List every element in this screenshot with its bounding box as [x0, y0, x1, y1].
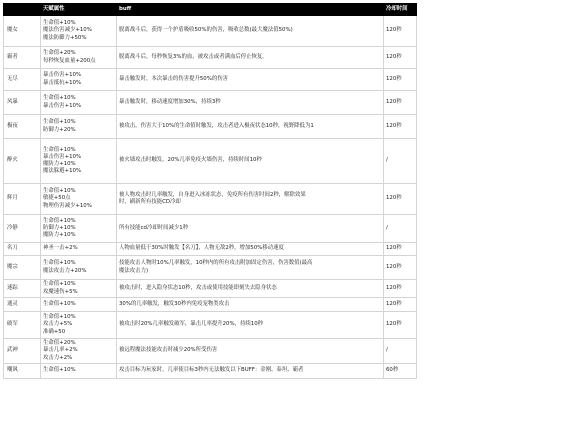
attribute-line: 物理伤害减少+10% — [43, 202, 92, 209]
attribute-line: 暴击伤害+10% — [43, 102, 82, 109]
attribute-line: 防御力+10% — [43, 224, 76, 231]
talent-name: 冷静 — [4, 215, 41, 243]
talent-attributes — [41, 184, 117, 215]
talent-attributes — [41, 312, 117, 339]
talent-buff — [117, 115, 384, 139]
talent-cooldown: 120秒 — [384, 91, 417, 115]
header-attributes: 天赋属性 — [41, 4, 117, 16]
attribute-line: 攻魔速伤+5% — [43, 288, 78, 295]
talent-attributes — [41, 16, 117, 47]
attribute-line: 生命值+20% — [43, 50, 76, 57]
table-row — [4, 47, 417, 69]
talent-name: 嘲讽 — [4, 364, 41, 379]
talent-cooldown: 120秒 — [384, 256, 417, 280]
talent-cooldown: 120秒 — [384, 184, 417, 215]
talent-attributes — [41, 91, 117, 115]
attribute-line: 暴击抵抗+10% — [43, 79, 82, 86]
talent-cooldown: 120秒 — [384, 312, 417, 339]
attribute-line: 防御力+20% — [43, 126, 76, 133]
talent-buff — [117, 339, 384, 364]
talent-buff — [117, 280, 384, 298]
talent-buff — [117, 47, 384, 69]
attribute-line: 魔防力+10% — [43, 161, 76, 167]
talent-cooldown: 120秒 — [384, 47, 417, 69]
buff-line: 魔法攻击力) — [119, 267, 149, 274]
attribute-line: 生命值+10% — [43, 217, 76, 224]
buff-line: 被人物攻击时几率触发，自身进入冰冻状态，免疫所有伤害时间2秒，解除效果 — [119, 191, 306, 198]
table-row — [4, 312, 417, 339]
talent-name: 辉月 — [4, 184, 41, 215]
talent-cooldown: 120秒 — [384, 115, 417, 139]
talent-cooldown: 60秒 — [384, 364, 417, 379]
attribute-line: 生命值+10% — [43, 20, 76, 27]
talent-name: 极夜 — [4, 115, 41, 139]
attribute-line: 生命值+10% — [43, 119, 76, 126]
talent-cooldown: 120秒 — [384, 298, 417, 312]
attribute-line: 魔法防御力+50% — [43, 34, 87, 41]
buff-line: 脱离战斗后，每秒恢复3%的血，被攻击或者满血后停止恢复。 — [119, 53, 268, 60]
attribute-line: 生命值+10% — [43, 188, 76, 195]
attribute-line: 暴击伤害+10% — [43, 72, 82, 79]
talent-buff — [117, 139, 384, 184]
talent-table — [3, 3, 417, 379]
table-row — [4, 256, 417, 280]
attribute-line: 魔法躲避+10% — [43, 168, 82, 175]
talent-attributes — [41, 139, 117, 184]
buff-line: 所有技能cd冷却时间减少1秒 — [119, 224, 189, 231]
header-name — [4, 4, 41, 16]
buff-line: 时，刷新所有技能CD冷却 — [119, 199, 181, 205]
attribute-line: 生命值+10% — [43, 367, 76, 374]
buff-line: 被火墙攻击时触发，20%几率免疫火墙伤害，持续时间10秒 — [119, 157, 262, 164]
table-row — [4, 280, 417, 298]
table-row — [4, 243, 417, 256]
attribute-line: 魔法攻击力+20% — [43, 267, 87, 274]
talent-buff — [117, 312, 384, 339]
talent-name: 破军 — [4, 312, 41, 339]
attribute-line: 魔法伤害减少+10% — [43, 27, 92, 34]
talent-attributes — [41, 280, 117, 298]
table-row — [4, 215, 417, 243]
talent-name: 醉火 — [4, 139, 41, 184]
talent-cooldown: / — [384, 339, 417, 364]
table-header-row — [4, 4, 417, 16]
attribute-line: 生命值+10% — [43, 95, 76, 102]
table-row — [4, 16, 417, 47]
table-row — [4, 69, 417, 91]
talent-name: 霸者 — [4, 47, 41, 69]
talent-name: 名刀 — [4, 243, 41, 256]
buff-line: 暴击触发时，移动速度增加30%，持续3秒 — [119, 98, 221, 105]
talent-attributes — [41, 339, 117, 364]
talent-attributes — [41, 364, 117, 379]
talent-name: 无尽 — [4, 69, 41, 91]
buff-line: 被远程魔法技能攻击时减少20%所受伤害 — [119, 347, 218, 354]
talent-attributes — [41, 115, 117, 139]
buff-line: 被攻击，伤害大于10%的生命值时触发，攻击者进入极夜状态10秒，视野降低为1 — [119, 122, 314, 129]
talent-cooldown: 120秒 — [384, 16, 417, 47]
attribute-line: 暴击几率+2% — [43, 347, 78, 354]
attribute-line: 生命值+10% — [43, 300, 76, 307]
table-row — [4, 91, 417, 115]
table-row — [4, 139, 417, 184]
talent-cooldown: 120秒 — [384, 280, 417, 298]
talent-cooldown: / — [384, 139, 417, 184]
table-row — [4, 339, 417, 364]
table-row — [4, 115, 417, 139]
attribute-line: 生命值+20% — [43, 340, 76, 347]
talent-name: 武神 — [4, 339, 41, 364]
talent-name: 风暴 — [4, 91, 41, 115]
attribute-line: 每秒恢复血量+200点 — [43, 57, 96, 64]
buff-line: 30%的几率触发，触发30秒内免疫宠物类攻击 — [119, 300, 230, 307]
buff-line: 暴击触发时，本次暴击的伤害提升50%的伤害 — [119, 75, 229, 82]
talent-attributes — [41, 215, 117, 243]
talent-buff — [117, 256, 384, 280]
talent-buff — [117, 184, 384, 215]
header-buff: buff — [117, 4, 384, 16]
attribute-line: 敏捷+50点 — [43, 195, 71, 202]
talent-name: 迷踪 — [4, 280, 41, 298]
talent-buff — [117, 16, 384, 47]
buff-line: 被攻击时，进入隐身状态10秒，攻击或使用技能即刻失去隐身状态 — [119, 284, 277, 291]
buff-line: 脱离战斗后，获得一个护盾吸收50%的伤害，吸收总数(最大魔法值50%) — [119, 27, 293, 34]
attribute-line: 暴击伤害+10% — [43, 153, 82, 160]
table-row — [4, 184, 417, 215]
attribute-line: 生命值+10% — [43, 281, 76, 288]
table-row — [4, 298, 417, 312]
talent-buff — [117, 364, 384, 379]
talent-attributes — [41, 47, 117, 69]
buff-line: 攻击目标为玩家时，几率使目标3秒内无法触发以下BUFF：金刚、泰坦、霸者 — [119, 367, 304, 374]
talent-cooldown: 120秒 — [384, 69, 417, 91]
attribute-line: 神圣一击+2% — [43, 245, 78, 252]
talent-attributes — [41, 256, 117, 280]
talent-attributes — [41, 243, 117, 256]
talent-attributes — [41, 298, 117, 312]
talent-buff — [117, 243, 384, 256]
buff-line: 人物血量低于30%时触发【名刀】，人物无敌2秒，增加50%移动速度 — [119, 245, 284, 252]
attribute-line: 生命值+10% — [43, 314, 76, 321]
attribute-line: 生命值+10% — [43, 260, 76, 267]
talent-buff — [117, 298, 384, 312]
talent-name: 通灵 — [4, 298, 41, 312]
talent-attributes — [41, 69, 117, 91]
header-cooldown: 冷却时间 — [384, 4, 417, 16]
talent-cooldown: 120秒 — [384, 243, 417, 256]
talent-buff — [117, 215, 384, 243]
talent-buff — [117, 91, 384, 115]
attribute-line: 生命值+10% — [43, 146, 76, 153]
buff-line: 技能攻击人物时10%几率触发，10秒内的所有攻击附加固定伤害，伤害数值(最高 — [119, 260, 313, 267]
attribute-line: 魔防力+10% — [43, 232, 76, 239]
attribute-line: 攻击力+5% — [43, 321, 73, 328]
table-row — [4, 364, 417, 379]
buff-line: 被攻击时20%几率触发破军，暴击几率提升20%，持续10秒 — [119, 321, 264, 328]
attribute-line: 准确+50 — [43, 328, 66, 335]
talent-cooldown: / — [384, 215, 417, 243]
talent-name: 魔宗 — [4, 256, 41, 280]
talent-name: 魔女 — [4, 16, 41, 47]
talent-buff — [117, 69, 384, 91]
attribute-line: 攻击力+2% — [43, 354, 73, 361]
